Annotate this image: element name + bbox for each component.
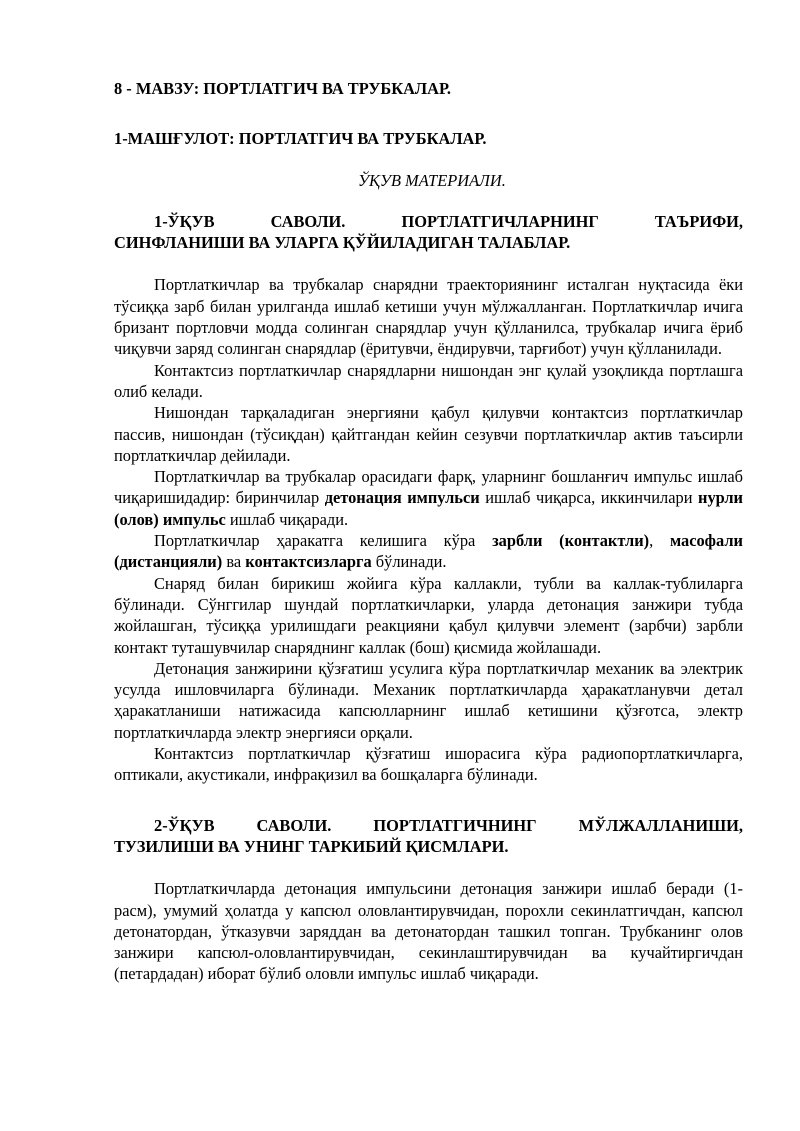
question-1-line-1: 1-ЎҚУВ САВОЛИ. ПОРТЛАТГИЧЛАРНИНГ ТАЪРИФИ,	[154, 211, 743, 231]
topic-heading: 8 - МАВЗУ: ПОРТЛАТГИЧ ВА ТРУБКАЛАР.	[114, 79, 452, 98]
paragraph	[114, 530, 743, 573]
bold-term: зарбли (контактли)	[492, 531, 650, 551]
text-run: Портлаткичлар ҳаракатга келишига кўра	[154, 531, 493, 551]
text-run: ва	[222, 552, 246, 572]
bold-term: контактсизларга	[245, 552, 372, 572]
question-1-heading	[114, 211, 743, 254]
lesson-heading: 1-МАШҒУЛОТ: ПОРТЛАТГИЧ ВА ТРУБКАЛАР.	[114, 129, 487, 149]
text-run: бўлинади.	[371, 552, 447, 572]
text-run: ,	[649, 531, 670, 551]
material-label: ЎҚУВ МАТЕРИАЛИ.	[358, 170, 506, 190]
paragraph: Снаряд билан бирикиш жойига кўра каллакли, тубли ва каллак-тублиларга бўлинади. Сўнггилар шундай портлаткичларки, уларда детонация занжири тубда жойлашган, тўсиққа урилишдаги реакцияни қабул қилувчи элемент (зарбчи) зарбли контакт туташувчилар снаряднинг каллак (бош) қисмида жойлашади.	[114, 573, 743, 657]
text-run: ишлаб чиқаради.	[225, 509, 349, 529]
paragraph	[114, 466, 743, 530]
text-run: Портлаткичлар ва трубкалар орасидаги фарқ, уларнинг бошланғич импульс ишлаб чиқаришидадир: биринчилар	[114, 467, 743, 508]
paragraph: Контактсиз портлаткичлар снарядларни нишондан энг қулай узоқликда портлашга олиб келади.	[114, 360, 743, 401]
paragraph: Нишондан тарқаладиган энергияни қабул қилувчи контактсиз портлаткичлар пассив, нишондан (тўсиқдан) қайтгандан кейин сезувчи портлаткичлар актив таъсирли портлаткичлар дейилади.	[114, 403, 743, 465]
paragraph: Детонация занжирини қўзғатиш усулига кўра портлаткичлар механик ва электрик усулда ишловчиларга бўлинади. Механик портлаткичларда ҳаракатланувчи детал ҳаракатланиши натижасида капсюлларнинг ишлаб кетишини қўзғотса, электр портлаткичларда электр энергияси орқали.	[114, 658, 743, 742]
paragraph: Контактсиз портлаткичлар қўзғатиш ишорасига кўра радиопортлаткичларга, оптикали, акустикали, инфрақизил ва бошқаларга бўлинади.	[114, 744, 743, 785]
bold-term: детонация импульси	[324, 488, 480, 508]
text-run: ишлаб чиқарса, иккинчилари	[479, 488, 699, 508]
question-1-line-2: СИНФЛАНИШИ ВА УЛАРГА ҚЎЙИЛАДИГАН ТАЛАБЛАР.	[114, 233, 571, 253]
question-2-heading	[114, 815, 743, 858]
paragraph: Портлаткичлар ва трубкалар снарядни траекториянинг исталган нуқтасида ёки тўсиққа зарб билан урилганда ишлаб кетиши учун мўлжалланган. Портлаткичлар ичига бризант портловчи модда солинган снарядлар учун қўлланилса, трубкалар ичига ёриб чиқувчи заряд солинган снарядлар (ёритувчи, ёндирувчи, тарғибот) учун қўлланилади.	[114, 275, 743, 359]
question-2-line-2: ТУЗИЛИШИ ВА УНИНГ ТАРКИБИЙ ҚИСМЛАРИ.	[114, 836, 509, 856]
paragraph: Портлаткичларда детонация импульсини детонация занжири ишлаб беради (1-расм), умумий ҳолатда у капсюл оловлантирувчидан, порохли секинлатгичдан, капсюл детонатордан, ўтказувчи заряддан ва детонатордан ташкил топган. Трубканинг олов занжири капсюл-оловлантирувчидан, секинлаштирувчидан ва кучайтиргичдан (петардадан) иборат бўлиб оловли импульс ишлаб чиқаради.	[114, 879, 743, 984]
bold-term: масофали (дистанцияли)	[114, 531, 743, 572]
question-2-line-1: 2-ЎҚУВ САВОЛИ. ПОРТЛАТГИЧНИНГ МЎЛЖАЛЛАНИШИ,	[154, 815, 743, 835]
bold-term: нурли (олов) импульс	[114, 488, 744, 529]
